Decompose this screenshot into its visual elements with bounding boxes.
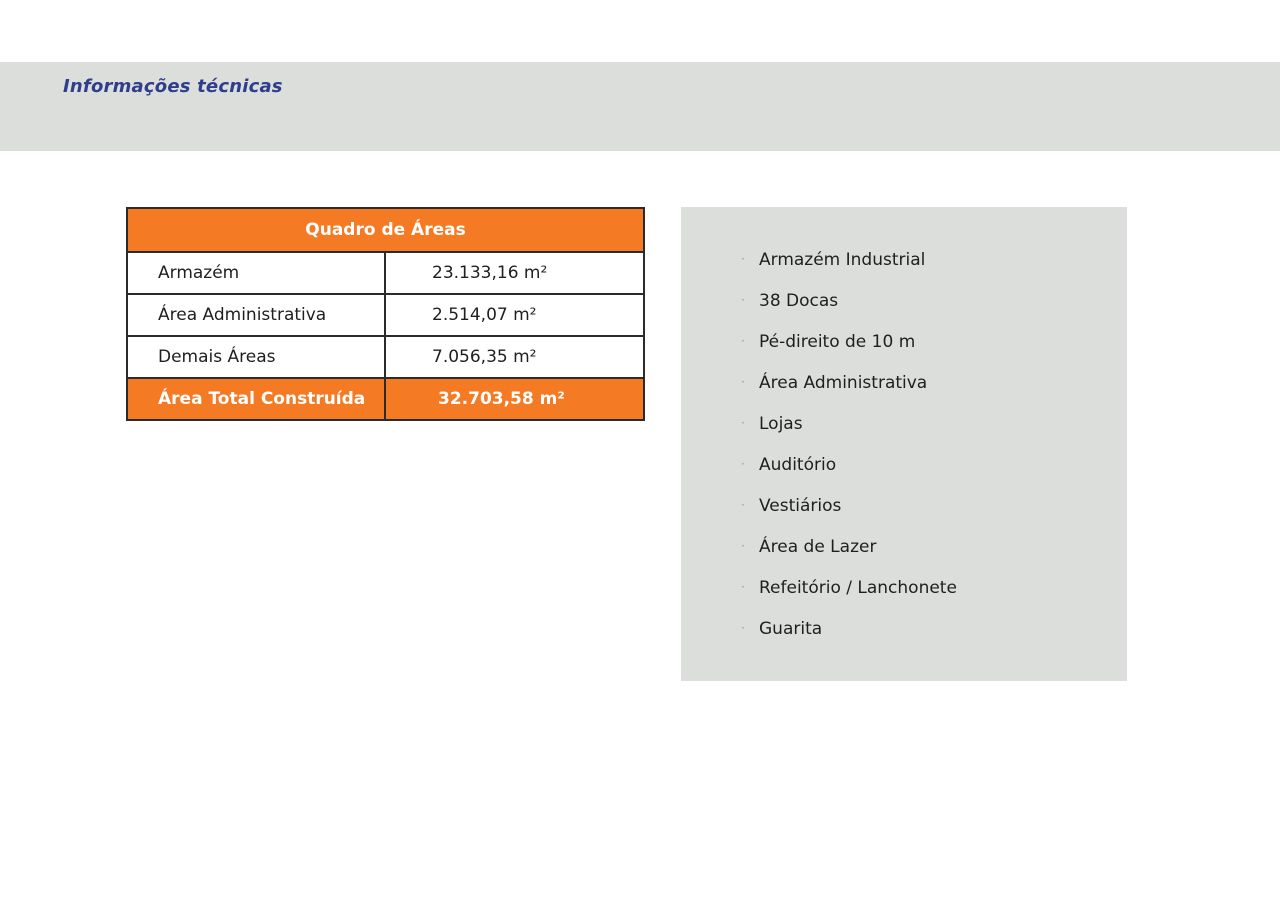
bullet-icon: · — [741, 498, 745, 512]
table-row — [127, 294, 644, 336]
total-area-label: Área Total Construída — [127, 378, 385, 420]
table-row — [127, 336, 644, 378]
bullet-icon: · — [741, 334, 745, 348]
table-row — [127, 252, 644, 294]
feature-label: Armazém Industrial — [759, 250, 926, 270]
list-item — [741, 618, 957, 659]
areas-table — [126, 207, 645, 421]
bullet-icon: · — [741, 539, 745, 553]
feature-label: 38 Docas — [759, 291, 839, 311]
list-item — [741, 372, 957, 413]
bullet-icon: · — [741, 457, 745, 471]
area-label: Demais Áreas — [127, 336, 385, 378]
feature-label: Pé-direito de 10 m — [759, 332, 916, 352]
page-title: Informações técnicas — [63, 76, 283, 97]
features-panel — [681, 207, 1127, 681]
list-item — [741, 577, 957, 618]
area-value: 2.514,07 m² — [385, 294, 644, 336]
header-band — [0, 62, 1280, 151]
feature-label: Vestiários — [759, 496, 842, 516]
feature-label: Guarita — [759, 619, 823, 639]
list-item — [741, 495, 957, 536]
list-item — [741, 249, 957, 290]
area-label: Armazém — [127, 252, 385, 294]
bullet-icon: · — [741, 416, 745, 430]
list-item — [741, 454, 957, 495]
features-list — [741, 249, 957, 659]
areas-table-header-row — [127, 208, 644, 252]
area-value: 23.133,16 m² — [385, 252, 644, 294]
bullet-icon: · — [741, 375, 745, 389]
feature-label: Auditório — [759, 455, 837, 475]
bullet-icon: · — [741, 293, 745, 307]
areas-table-title: Quadro de Áreas — [127, 208, 644, 252]
list-item — [741, 413, 957, 454]
area-label: Área Administrativa — [127, 294, 385, 336]
feature-label: Área Administrativa — [759, 373, 928, 393]
feature-label: Refeitório / Lanchonete — [759, 578, 957, 598]
table-total-row — [127, 378, 644, 420]
area-value: 7.056,35 m² — [385, 336, 644, 378]
bullet-icon: · — [741, 252, 745, 266]
total-area-value: 32.703,58 m² — [385, 378, 644, 420]
feature-label: Lojas — [759, 414, 803, 434]
list-item — [741, 536, 957, 577]
list-item — [741, 290, 957, 331]
feature-label: Área de Lazer — [759, 537, 877, 557]
bullet-icon: · — [741, 621, 745, 635]
bullet-icon: · — [741, 580, 745, 594]
list-item — [741, 331, 957, 372]
